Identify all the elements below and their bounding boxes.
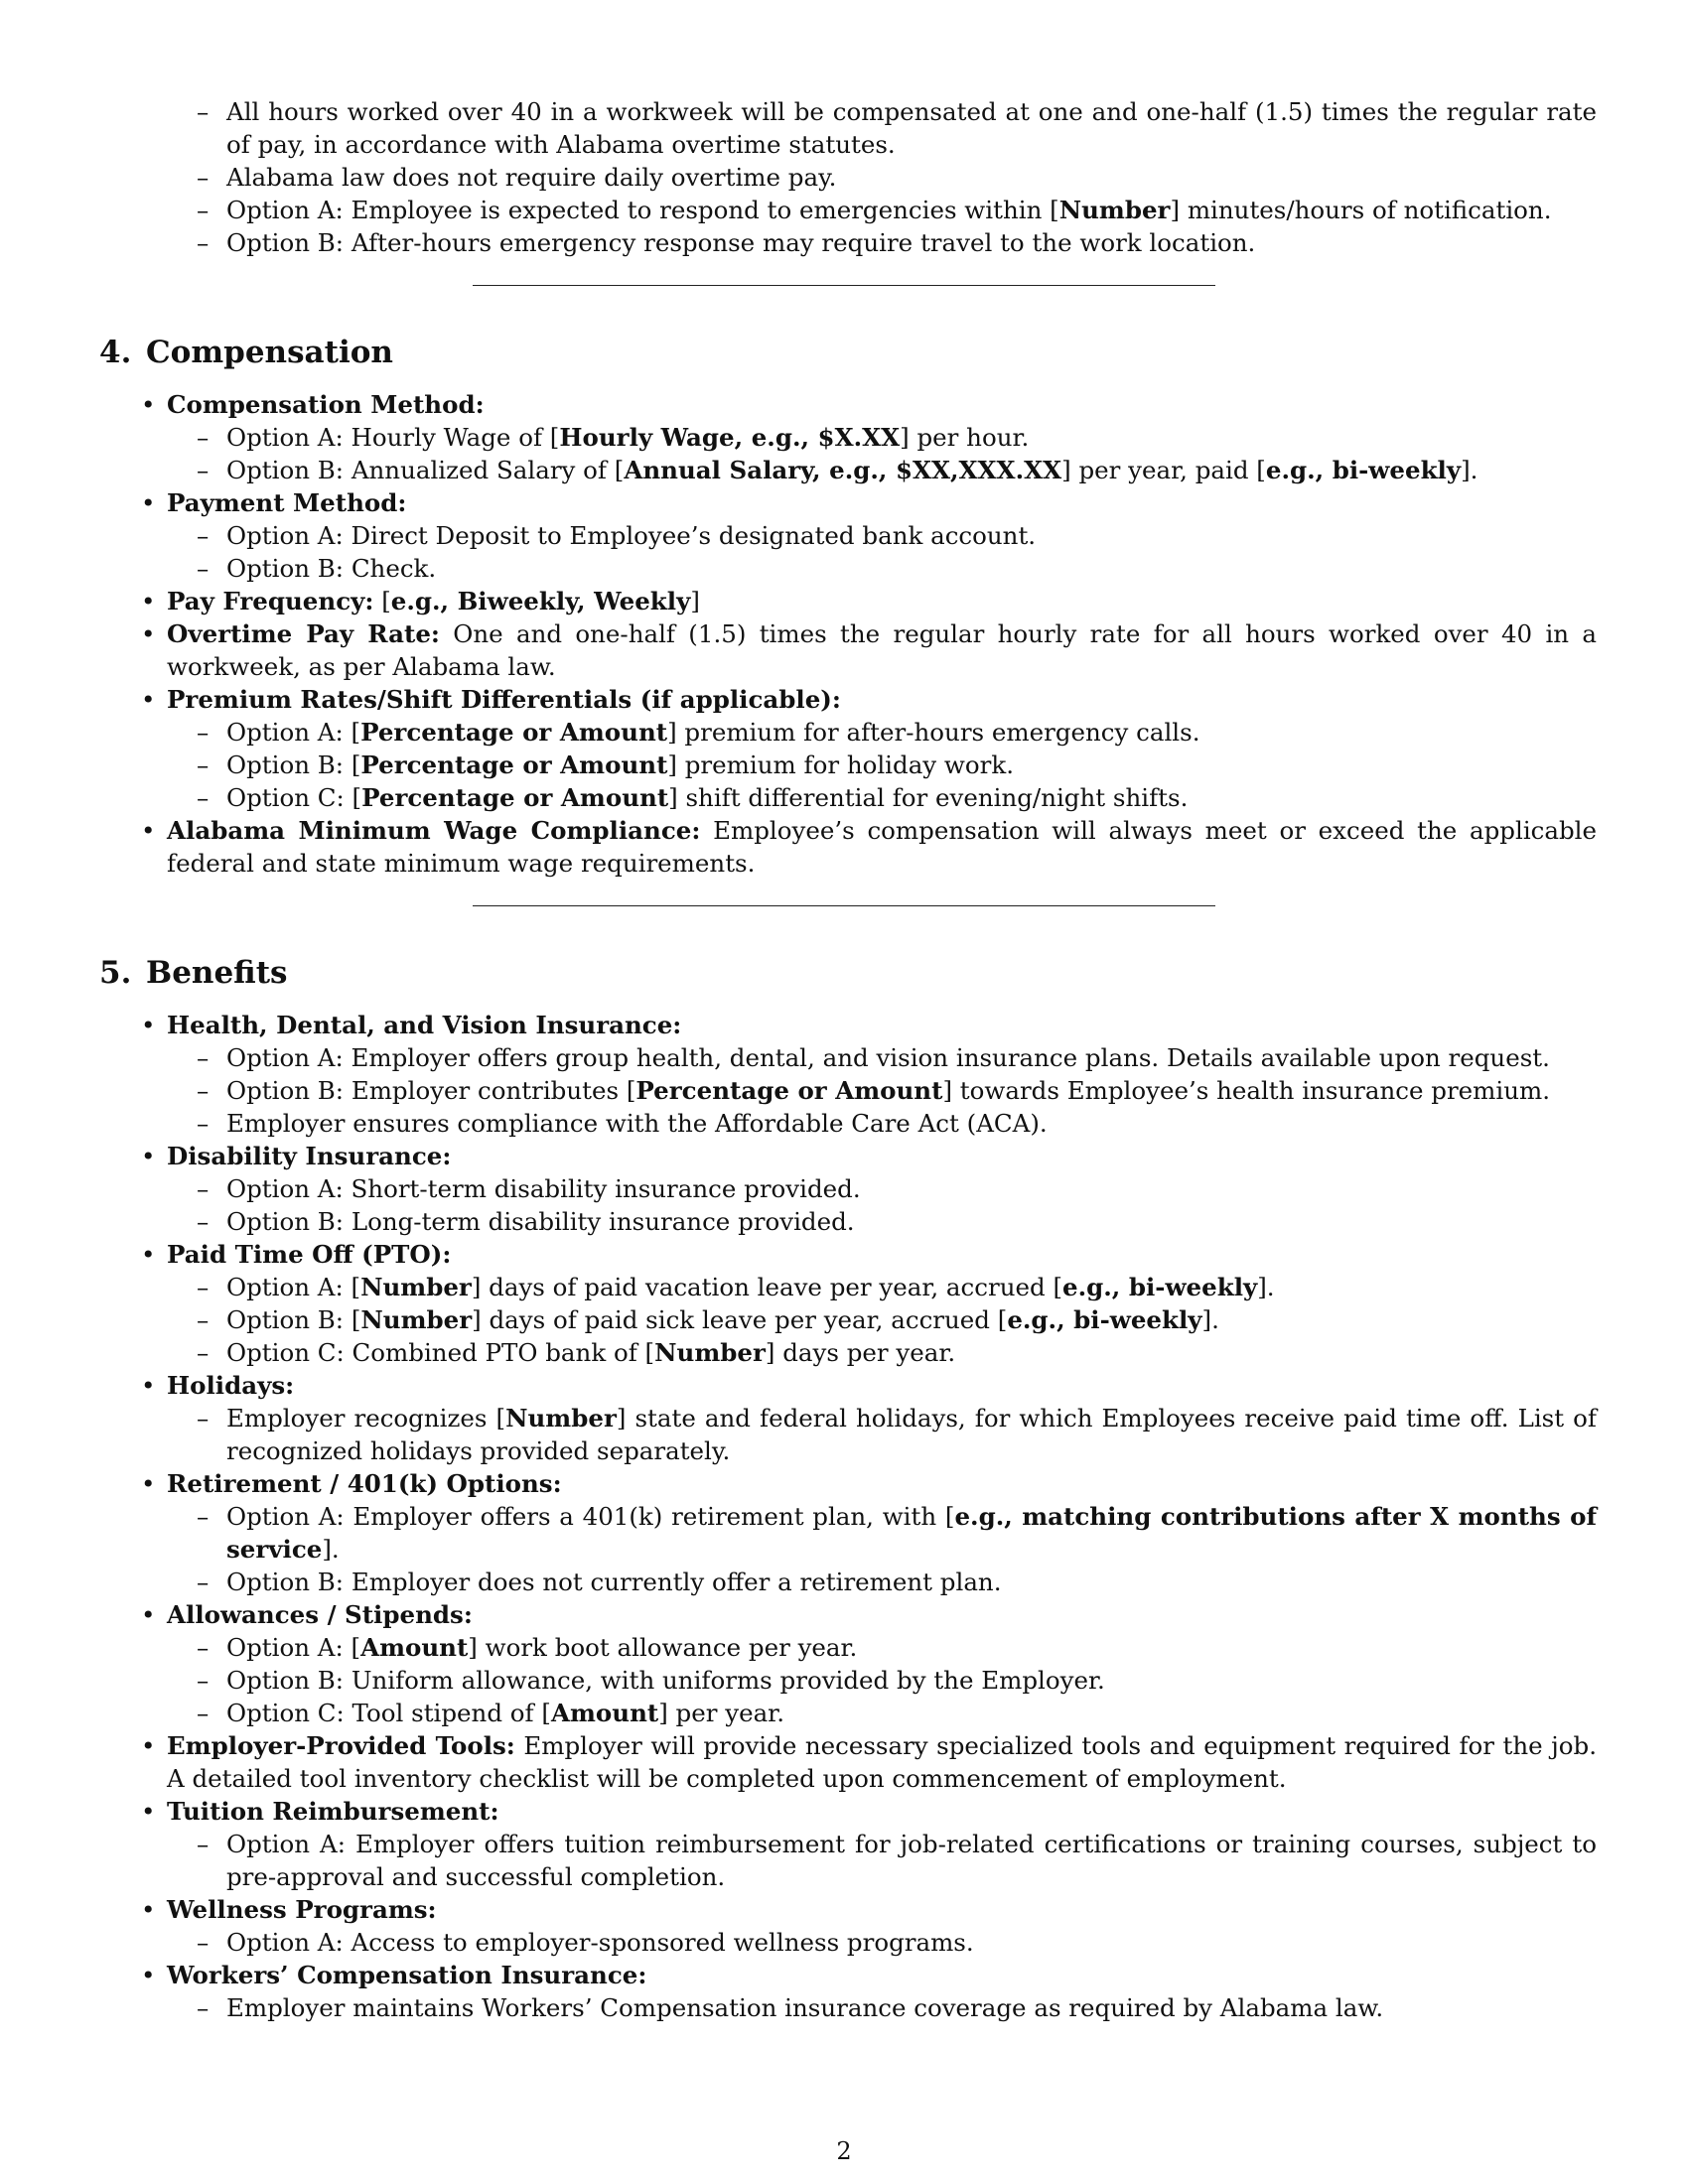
bullet-item <box>167 585 1597 617</box>
bullet-text <box>167 1238 1597 1271</box>
bullet-item <box>167 486 1597 585</box>
placeholder-field: e.g., bi-weekly <box>1265 456 1462 484</box>
bullet-label: Overtime Pay Rate: <box>167 619 440 648</box>
bullet-label: Retirement / 401(k) Options: <box>167 1469 562 1498</box>
text-run: Option A: Employer offers tuition reimbursement for job-related certifications or training courses, subject to pre-approval and successful completion. <box>226 1830 1597 1891</box>
section-divider <box>473 905 1215 906</box>
sub-item <box>226 1828 1597 1893</box>
sub-item <box>226 1271 1597 1303</box>
sub-item <box>226 716 1597 749</box>
placeholder-field: Percentage or Amount <box>360 751 668 779</box>
text-run: Option A: [ <box>226 1273 361 1301</box>
text-run: Alabama law does not require daily overtime pay. <box>226 163 837 192</box>
bullet-text <box>167 683 1597 716</box>
placeholder-field: e.g., matching contributions after X months of service <box>226 1502 1597 1564</box>
bullet-text <box>167 1729 1597 1795</box>
option-sublist <box>167 421 1597 486</box>
bullet-item <box>167 1893 1597 1959</box>
placeholder-field: Annual Salary, e.g., $XX,XXX.XX <box>624 456 1062 484</box>
bullet-item <box>167 1369 1597 1467</box>
section-title: Compensation <box>146 335 393 370</box>
option-sublist <box>167 1041 1597 1140</box>
bullet-item <box>167 814 1597 880</box>
text-run: Option B: Long-term disability insurance provided. <box>226 1207 855 1236</box>
placeholder-field: Percentage or Amount <box>635 1076 943 1105</box>
bullet-label: Workers’ Compensation Insurance: <box>167 1961 647 1989</box>
bullet-text <box>167 388 1597 421</box>
text-run: Option C: Tool stipend of [ <box>226 1699 551 1727</box>
text-run: Option B: [ <box>226 1305 361 1334</box>
sub-item <box>226 1926 1597 1959</box>
text-run: ] per hour. <box>900 423 1030 452</box>
text-run: Option A: Employer offers group health, dental, and vision insurance plans. Details available upon request. <box>226 1043 1550 1072</box>
text-run: Option A: Hourly Wage of [ <box>226 423 560 452</box>
bullet-item <box>167 1467 1597 1598</box>
bullet-text <box>167 617 1597 683</box>
sub-item <box>226 1631 1597 1664</box>
text-run: ] towards Employee’s health insurance premium. <box>942 1076 1551 1105</box>
bullet-text <box>167 1795 1597 1828</box>
bullet-body: Employee’s compensation will always meet or exceed the applicable federal and state minimum wage requirements. <box>167 816 1598 878</box>
text-run: ] work boot allowance per year. <box>468 1633 858 1662</box>
sub-item <box>226 1074 1597 1107</box>
sub-item <box>226 1664 1597 1697</box>
text-run: Option B: After-hours emergency response may require travel to the work location. <box>226 228 1256 257</box>
option-sublist <box>167 1500 1597 1598</box>
option-sublist <box>167 1172 1597 1238</box>
text-run: Employer maintains Workers’ Compensation insurance coverage as required by Alabama law. <box>226 1993 1384 2022</box>
text-run: ]. <box>1461 456 1478 484</box>
text-run: ] per year, paid [ <box>1061 456 1266 484</box>
bullet-label: Disability Insurance: <box>167 1142 452 1170</box>
document-page <box>99 95 1597 2024</box>
text-run: Option A: Employee is expected to respond to emergencies within [ <box>226 196 1059 224</box>
placeholder-field: Percentage or Amount <box>360 718 668 747</box>
sub-item <box>226 519 1597 552</box>
sub-item <box>226 749 1597 781</box>
text-run: Employer ensures compliance with the Affordable Care Act (ACA). <box>226 1109 1048 1138</box>
sub-item <box>226 161 1597 194</box>
text-run: Option B: Check. <box>226 554 437 583</box>
sub-item <box>226 421 1597 454</box>
bullet-item <box>167 1238 1597 1369</box>
text-run: ] minutes/hours of notification. <box>1170 196 1552 224</box>
bullet-text <box>167 486 1597 519</box>
sub-item <box>226 1205 1597 1238</box>
section-number: 4. <box>99 335 132 370</box>
text-run: Option A: Direct Deposit to Employee’s designated bank account. <box>226 521 1037 550</box>
text-run: ]. <box>1201 1305 1219 1334</box>
text-run: Option A: [ <box>226 1633 361 1662</box>
section-bullet-list <box>99 1009 1597 2024</box>
option-sublist <box>167 1631 1597 1729</box>
text-run: Option B: Uniform allowance, with uniforms provided by the Employer. <box>226 1666 1105 1695</box>
bullet-text <box>167 1467 1597 1500</box>
text-run: ] per year. <box>658 1699 784 1727</box>
text-run: ]. <box>1257 1273 1275 1301</box>
option-sublist <box>167 1402 1597 1467</box>
text-run: Option B: Employer contributes [ <box>226 1076 636 1105</box>
option-sublist <box>167 1991 1597 2024</box>
text-run: Employer recognizes [ <box>226 1404 506 1433</box>
placeholder-field: e.g., bi-weekly <box>1062 1273 1258 1301</box>
bullet-label: Allowances / Stipends: <box>167 1600 473 1629</box>
bullet-item <box>167 1598 1597 1729</box>
bullet-text <box>167 1009 1597 1041</box>
bullet-text <box>167 814 1597 880</box>
option-sublist <box>167 716 1597 814</box>
section-title: Benefits <box>146 955 288 991</box>
placeholder-field: Number <box>654 1338 766 1367</box>
option-sublist <box>167 519 1597 585</box>
bullet-item <box>167 388 1597 486</box>
placeholder-field: Amount <box>550 1699 659 1727</box>
bullet-label: Premium Rates/Shift Differentials (if applicable): <box>167 685 841 714</box>
option-sublist <box>167 1926 1597 1959</box>
placeholder-field: e.g., bi-weekly <box>1007 1305 1202 1334</box>
sub-item <box>226 552 1597 585</box>
sub-item <box>226 194 1597 226</box>
bullet-item <box>167 1795 1597 1893</box>
sub-item <box>226 1172 1597 1205</box>
placeholder-field: Hourly Wage, e.g., $X.XX <box>559 423 901 452</box>
bullet-label: Paid Time Off (PTO): <box>167 1240 452 1269</box>
text-run: Option B: [ <box>226 751 361 779</box>
placeholder-field: Number <box>505 1404 617 1433</box>
bullet-item <box>167 1959 1597 2024</box>
option-sublist <box>167 1271 1597 1369</box>
text-run: ] days of paid vacation leave per year, accrued [ <box>471 1273 1063 1301</box>
text-run: ] days per year. <box>765 1338 956 1367</box>
sub-item <box>226 226 1597 259</box>
text-run: ] days of paid sick leave per year, accrued [ <box>472 1305 1008 1334</box>
text-run: ] premium for after-hours emergency calls. <box>667 718 1200 747</box>
text-run: Option A: Employer offers a 401(k) retirement plan, with [ <box>226 1502 955 1531</box>
bullet-item <box>167 1729 1597 1795</box>
placeholder-field: Number <box>360 1305 473 1334</box>
bullet-label: Tuition Reimbursement: <box>167 1797 499 1826</box>
option-sublist <box>167 1828 1597 1893</box>
text-run: ] shift differential for evening/night shifts. <box>668 783 1189 812</box>
bullet-label: Pay Frequency: <box>167 587 374 615</box>
sub-item <box>226 1500 1597 1566</box>
bullet-label: Alabama Minimum Wage Compliance: <box>167 816 701 845</box>
bullet-body: Employer will provide necessary specialized tools and equipment required for the job. A detailed tool inventory checklist will be completed upon commencement of employment. <box>167 1731 1597 1793</box>
section-bullet-list <box>99 388 1597 880</box>
text-run: ] premium for holiday work. <box>667 751 1015 779</box>
section-heading <box>99 953 1597 993</box>
text-run: Option B: Annualized Salary of [ <box>226 456 625 484</box>
section-heading <box>99 333 1597 372</box>
sub-item <box>226 1402 1597 1467</box>
sub-item <box>226 1107 1597 1140</box>
bullet-text <box>167 1140 1597 1172</box>
text-run: ] <box>690 587 700 615</box>
bullet-label: Health, Dental, and Vision Insurance: <box>167 1011 682 1039</box>
text-run: Option B: Employer does not currently offer a retirement plan. <box>226 1568 1002 1596</box>
bullet-item <box>167 1009 1597 1140</box>
bullet-label: Wellness Programs: <box>167 1895 437 1924</box>
sub-item <box>226 1041 1597 1074</box>
bullet-label: Payment Method: <box>167 488 407 517</box>
bullet-text <box>167 1893 1597 1926</box>
bullet-text <box>167 1959 1597 1991</box>
bullet-item <box>167 683 1597 814</box>
sub-item <box>226 1991 1597 2024</box>
section-number: 5. <box>99 955 132 991</box>
sub-item <box>226 1303 1597 1336</box>
sub-item <box>226 781 1597 814</box>
bullet-item <box>167 1140 1597 1238</box>
sections-container <box>99 333 1597 2024</box>
text-run: ]. <box>322 1535 340 1564</box>
overtime-sublist <box>99 95 1597 259</box>
text-run: Option A: Access to employer-sponsored wellness programs. <box>226 1928 974 1957</box>
text-run: Option A: Short-term disability insurance provided. <box>226 1174 861 1203</box>
text-run: Option C: Combined PTO bank of [ <box>226 1338 655 1367</box>
bullet-label: Holidays: <box>167 1371 295 1400</box>
bullet-item <box>167 617 1597 683</box>
placeholder-field: Number <box>1058 196 1171 224</box>
text-run: ] state and federal holidays, for which Employees receive paid time off. List of recognized holidays provided separately. <box>226 1404 1597 1465</box>
placeholder-field: Amount <box>360 1633 469 1662</box>
placeholder-field: Percentage or Amount <box>361 783 669 812</box>
page-number: 2 <box>836 2137 852 2165</box>
sub-item <box>226 1336 1597 1369</box>
section-divider <box>473 285 1215 286</box>
text-run: All hours worked over 40 in a workweek will be compensated at one and one-half (1.5) times the regular rate of pay, in accordance with Alabama overtime statutes. <box>226 97 1597 159</box>
placeholder-field: e.g., Biweekly, Weekly <box>390 587 691 615</box>
sub-item <box>226 1566 1597 1598</box>
text-run: Option C: [ <box>226 783 362 812</box>
sub-item <box>226 454 1597 486</box>
bullet-body: One and one-half (1.5) times the regular hourly rate for all hours worked over 40 in a workweek, as per Alabama law. <box>167 619 1597 681</box>
bullet-label: Employer-Provided Tools: <box>167 1731 515 1760</box>
sub-item <box>226 1697 1597 1729</box>
placeholder-field: Number <box>360 1273 472 1301</box>
bullet-text <box>167 1369 1597 1402</box>
bullet-text <box>167 585 1597 617</box>
bullet-label: Compensation Method: <box>167 390 485 419</box>
sub-item <box>226 95 1597 161</box>
text-run: Option A: [ <box>226 718 361 747</box>
text-run: [ <box>373 587 391 615</box>
bullet-text <box>167 1598 1597 1631</box>
